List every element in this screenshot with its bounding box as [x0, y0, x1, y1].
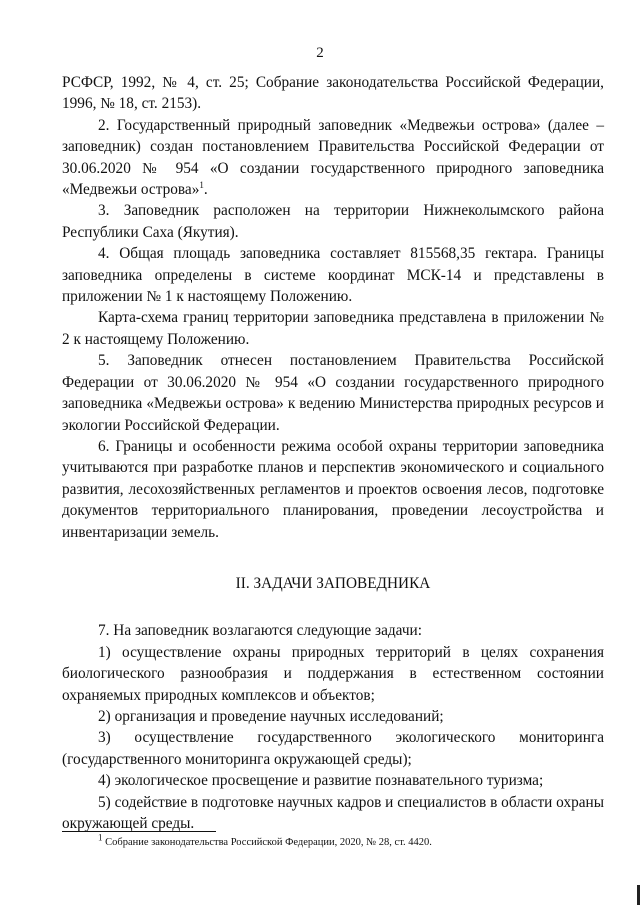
paragraph-2-text: 2. Государственный природный заповедник «Медвежьи острова» (далее – заповедник) создан постановлением Правительства Российской Федерации от 30.06.2020 № 954 «О создании государственного природного заповедника «Медвежьи острова»	[62, 116, 604, 199]
paragraph-map-scheme: Карта-схема границ территории заповедника представлена в приложении № 2 к настоящему Положению.	[62, 309, 604, 348]
paragraph-6: 6. Границы и особенности режима особой охраны территории заповедника учитываются при разработке планов и перспектив экономического и социального развития, лесохозяйственных регламентов и проектов освоения лесов, подготовке документов территориального планирования, проведении лесоустройства и инвентаризации земель.	[62, 437, 604, 541]
task-item-1: 1) осуществление охраны природных территорий в целях сохранения биологического разнообразия и поддержания в естественном состоянии охраняемых природных комплексов и объектов;	[62, 643, 604, 704]
footnote	[98, 832, 432, 849]
paragraph-5: 5. Заповедник отнесен постановлением Правительства Российской Федерации от 30.06.2020 № 954 «О создании государственного природного заповедника «Медвежьи острова» к ведению Министерства природных ресурсов и экологии Российской Федерации.	[62, 352, 604, 434]
footnote-text: Собрание законодательства Российской Федерации, 2020, № 28, ст. 4420.	[105, 837, 432, 848]
footnote-mark: 1	[98, 832, 103, 843]
paragraph-3: 3. Заповедник расположен на территории Нижнеколымского района Республики Саха (Якутия).	[62, 202, 604, 241]
task-item-3: 3) осуществление государственного экологического мониторинга (государственного мониторинга окружающей среды);	[62, 729, 604, 768]
task-item-5: 5) содействие в подготовке научных кадров и специалистов в области охраны окружающей среды.	[62, 793, 604, 832]
footnote-reference[interactable]: 1	[199, 179, 204, 190]
paragraph-7: 7. На заповедник возлагаются следующие задачи:	[98, 622, 422, 640]
paragraph-2-tail: .	[203, 181, 208, 199]
paragraph-2	[62, 115, 604, 201]
section-heading: II. ЗАДАЧИ ЗАПОВЕДНИКА	[235, 574, 431, 592]
task-item-2: 2) организация и проведение научных исследований;	[98, 707, 444, 725]
paragraph-continuation: РСФСР, 1992, № 4, ст. 25; Собрание законодательства Российской Федерации, 1996, № 18, ст. 2153).	[62, 74, 604, 113]
document-body	[62, 72, 604, 834]
paragraph-4: 4. Общая площадь заповедника составляет 815568,35 гектара. Границы заповедника определены в системе координат МСК-14 и представлены в приложении № 1 к настоящему Положению.	[62, 245, 604, 306]
footnote-separator	[62, 831, 216, 832]
task-item-4: 4) экологическое просвещение и развитие познавательного туризма;	[98, 772, 544, 790]
page-number: 2	[316, 45, 324, 61]
